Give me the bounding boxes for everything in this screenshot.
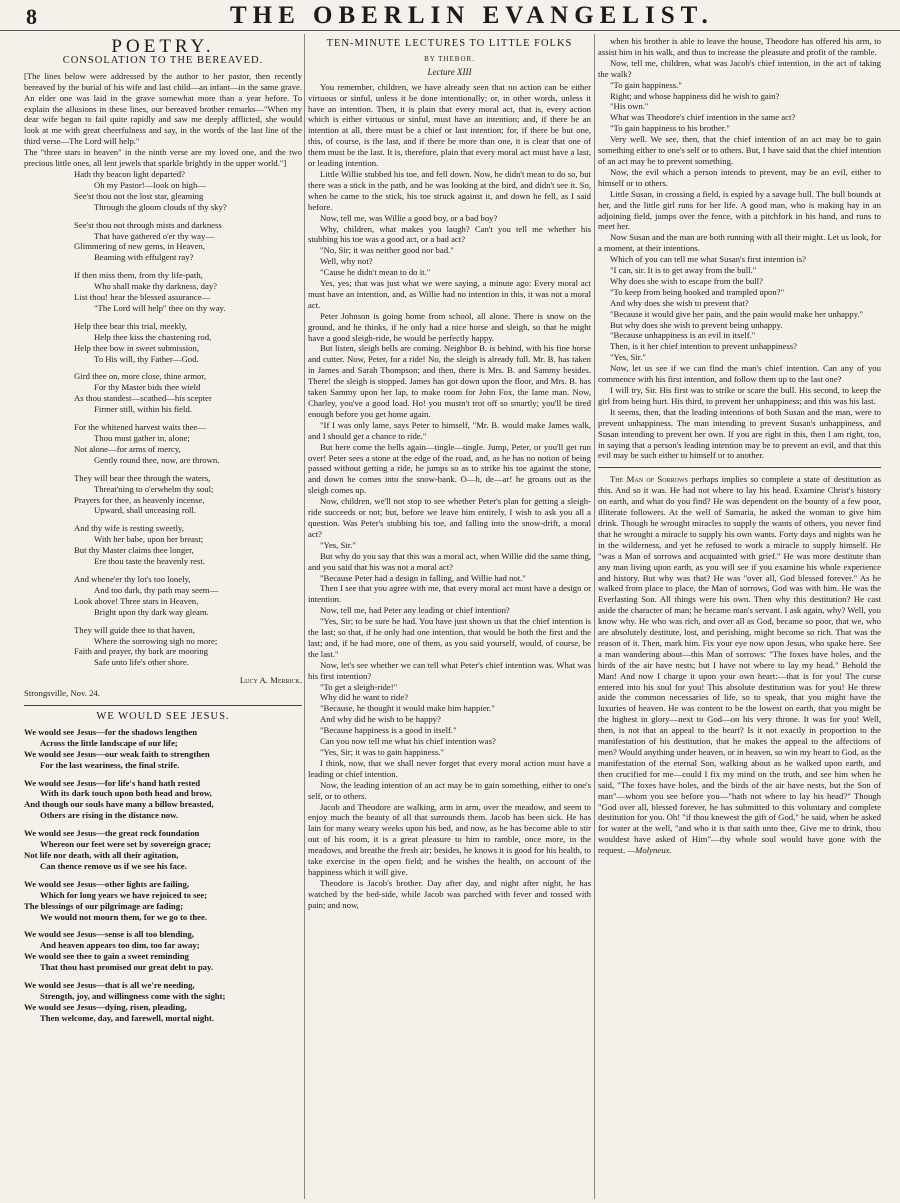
poem-stanza: [24, 727, 302, 771]
poem-line: For the last weariness, the final strife.: [40, 759, 180, 770]
poem-place-date: Strongsville, Nov. 24.: [24, 688, 100, 699]
poem-line: We would see Jesus—that is all we're needing,: [24, 980, 195, 991]
poem-body: [24, 727, 302, 1024]
poem-line: Safe unto life's other shore.: [94, 657, 189, 668]
article-paragraph: Why, children, what makes you laugh? Can't you tell me whether his stubbing his toe was a good act, or a bad act?: [308, 223, 591, 245]
article-paragraph: Now, tell me, children, what was Jacob's chief intention, in the act of taking the walk?: [598, 57, 881, 79]
article-paragraph: Then I see that you agree with me, that every moral act must have a design or intention.: [308, 583, 591, 605]
article-paragraph: "Cause he didn't mean to do it.": [320, 267, 431, 278]
article-paragraph: And why did he wish to be happy?: [320, 714, 441, 725]
poem-line: Who shall make thy darkness, day?: [94, 281, 218, 292]
poem-line: Strength, joy, and willingness come with the sight;: [40, 990, 226, 1001]
article-paragraph: Peter Johnson is going home from school, all alone. There is snow on the ground, and he thinks, if he only had a nice horse and sleigh, so that he might have a good sleigh-ride, he would be perfectly happy.: [308, 310, 591, 343]
poem-stanza: [24, 220, 302, 264]
article-paragraph: "Because happiness is a good in itself.": [320, 725, 457, 736]
poem-line: That have gathered o'er thy way—: [94, 230, 215, 241]
article-paragraph: Which of you can tell me what Susan's first intention is?: [610, 254, 807, 265]
poem-intro: [24, 71, 302, 169]
poem-line: Oh my Pastor!—look on high—: [94, 179, 206, 190]
article-paragraph: Yes, yes; that was just what we were saying, a minute ago: Every moral act must have an intention, and, as Willie had no intention in this, it was not a moral act.: [308, 278, 591, 310]
article-paragraph: "To gain happiness.": [610, 79, 682, 90]
article-title: TEN-MINUTE LECTURES TO LITTLE FOLKS: [326, 38, 573, 49]
poem-title: WE WOULD SEE JESUS.: [96, 711, 230, 723]
article-paragraph: "Yes, Sir.": [320, 539, 356, 550]
article-paragraph: Now, the leading intention of an act may be to gain something, either to one's self, or to others.: [308, 779, 591, 801]
poem-line: We would see Jesus—other lights are failing,: [24, 878, 189, 889]
poem-line: Help thee bow in sweet submission,: [74, 342, 199, 353]
poem-stanza: [24, 371, 302, 415]
divider: [598, 467, 881, 468]
article-paragraph: Then, is it her chief intention to prevent unhappiness?: [610, 341, 797, 352]
poem-line: We would see Jesus—for the shadows lengthen: [24, 726, 198, 737]
article-paragraph: "To keep from being hooked and trampled upon?": [610, 286, 785, 297]
poem-line: Firmer still, within his field.: [94, 404, 192, 415]
article-paragraph: Now, the evil which a person intends to prevent, may be an evil, either to himself or to others.: [598, 166, 881, 188]
poem-line: They will guide thee to that haven,: [74, 624, 195, 635]
column-rule: [304, 34, 305, 1199]
poem-line: They will bear thee through the waters,: [74, 472, 211, 483]
article-paragraph: "Because, he thought it would make him happier.": [320, 703, 495, 714]
article-body: [598, 36, 881, 461]
poem-signature: Lucy A. Merrick.: [239, 675, 302, 686]
poem-line: Not alone—for arms of mercy,: [74, 443, 181, 454]
poem-line: Through the gloom clouds of thy sky?: [94, 201, 227, 212]
poem-line: Whereon our feet were set by sovereign grace;: [40, 839, 211, 850]
masthead: [0, 0, 900, 31]
poem-line: See'st thou not through mists and darkness: [74, 219, 222, 230]
poem-line: Bright upon thy dark way gleam.: [94, 606, 209, 617]
poem-line: Glimmering of new gems, in Heaven,: [74, 241, 206, 252]
poem-line: Across the little landscape of our life;: [40, 737, 178, 748]
poem-line: Ere thou taste the heavenly rest.: [94, 556, 205, 567]
poem-line: Help thee kiss the chastening rod,: [94, 331, 212, 342]
article-paragraph: Why did he want to ride?: [320, 692, 409, 703]
poem-line: Threat'ning to o'erwhelm thy soul;: [94, 483, 214, 494]
article-paragraph: Now, tell me, had Peter any leading or chief intention?: [320, 605, 510, 616]
poem-line: We would see Jesus—the great rock foundation: [24, 828, 200, 839]
poem-stanza: [24, 828, 302, 872]
article-paragraph: "Yes, Sir; to be sure he had. You have just shown us that the chief intention is the last; so that, if he only had one intention, that would be both the first and the last; and, if he had more, one of them, as you said yourself, would, of course, be the last.": [308, 616, 591, 659]
article-paragraph: What was Theodore's chief intention in the same act?: [610, 112, 796, 123]
poem-stanza: [24, 169, 302, 213]
poem-line: Thou must gather in, alone;: [94, 433, 190, 443]
poem-line: Look above! Three stars in Heaven,: [74, 595, 199, 606]
article-paragraph: Can you now tell me what his chief intention was?: [320, 736, 496, 747]
article-paragraph: "To get a sleigh-ride!": [320, 681, 398, 692]
article-paragraph: Now Susan and the man are both running with all their might. Let us look, for a moment, at their intentions.: [598, 232, 881, 254]
poem-line: We would not mourn them, for we go to thee.: [40, 911, 208, 922]
poem-line: Then welcome, day, and farewell, mortal night.: [40, 1012, 215, 1023]
article-paragraph: "I can, sir. It is to get away from the bull.": [610, 265, 757, 276]
article-paragraph: Theodore is Jacob's brother. Day after day, and night after night, he has watched by the bed-side, while Jacob was parched with fever and tossed with pain; and now,: [308, 877, 591, 910]
poem-line: Help thee bear this trial, meekly,: [74, 320, 188, 331]
poem-line: See'st thou not the lost star, gleaming: [74, 190, 204, 201]
poem-stanza: [24, 422, 302, 466]
article-paragraph: But listen, sleigh bells are coming. Neighbor B. is behind, with his fine horse and cutter. Now, Peter, for a ride! No, the sleigh is already full. Mr. B. has taken in James and Sarah Thompson; and then, there is Mrs. B. and Sammy besides. There! the sleigh is stopped. James has got down upon the floor, and Mrs. B. has taken Sammy upon her lap, to make room for John Fox, the lame man. Now, Charley, you've a good load. Ho! you mustn't trot off so smartly; you'll be tired enough before you get home again.: [308, 343, 591, 419]
poem-line: "The Lord will help" thee on thy way.: [94, 302, 226, 313]
article-paragraph: "Yes, Sir; it was to gain happiness.": [320, 747, 444, 757]
article-byline: BY THEBOR.: [424, 54, 475, 63]
article-paragraph: But here come the bells again—tingle—tingle. Jump, Peter, or you'll get run over! Peter sees a stone at the edge of the road, and, as he has no notion of being passed without getting a ride, he jumps so as to strike his toe against the stone, and down he comes into the snow-bank. O—h, de—ar! he groans out as the sleigh comes up.: [308, 441, 591, 496]
poem-line: That thou hast promised our great debt to pay.: [40, 962, 214, 973]
poem-title: CONSOLATION TO THE BEREAVED.: [62, 54, 264, 66]
poem-stanza: [24, 321, 302, 365]
article-paragraph: Why does she wish to escape from the bull?: [610, 275, 763, 286]
poem-stanza: [24, 473, 302, 517]
column-poetry: [24, 36, 302, 1197]
page-number: 8: [26, 4, 37, 29]
poem-line: With her babe, upon her breast;: [94, 534, 204, 545]
poem-line: The blessings of our pilgrimage are fading;: [24, 900, 183, 911]
article-paragraph: "Because it would give her pain, and the pain would make her unhappy.": [610, 308, 864, 319]
poem-stanza: [24, 929, 302, 973]
article-paragraph: I think, now, that we shall never forget that every moral action must have a leading or chief intention.: [308, 757, 591, 779]
article-paragraph: "No, Sir; it was neither good nor bad.": [320, 245, 454, 256]
poem-line: Which for long years we have rejoiced to see;: [40, 889, 208, 900]
article-paragraph: It seems, then, that the leading intentions of both Susan and the man, were to prevent unhappiness. The man intending to prevent Susan's unhappiness, and Susan intending to prevent her own. If you are right in this, then I am right, too, in saying that a person's leading intention may be to prevent an evil, and that this evil may be such either to himself or to another.: [598, 406, 881, 461]
poem-line: But thy Master claims thee longer,: [74, 545, 194, 556]
article-paragraph: Now, let's see whether we can tell what Peter's chief intention was. What was his first intention?: [308, 659, 591, 681]
article-paragraph: Very well. We see, then, that the chief intention of an act may be to gain something either to one's self or to others. But, I have said that the chief intention of an act may be to prevent something.: [598, 134, 881, 166]
lecture-number: Lecture XIII: [427, 66, 472, 77]
poem-line: Prayers for thee, as heavenly incense,: [74, 494, 205, 505]
article-paragraph: And why does she wish to prevent that?: [610, 297, 749, 308]
poem-line: Can thence remove us if we see his face.: [40, 860, 187, 871]
article-paragraph: "Because Peter had a design in falling, and Willie had not.": [320, 572, 526, 583]
poem-intro-paragraph: [The lines below were addressed by the author to her pastor, then recently bereaved by the burial of his wife and last child—an infant—in the same grave. An elder one was laid in the grave somewhat more than a year before. To explain the allusions in these lines, our bereaved brother remarks—"When my dear wife began to fail quite rapidly and saw me deeply afflicted, she would look at me with great cheerfulness and say, in the words of the last line of the third verse—The Lord will help.": [24, 70, 302, 147]
poem-line: Not life nor death, with all their agitation,: [24, 850, 179, 860]
article-paragraph: But why do you say that this was a moral act, when Willie did the same thing, and you said that his was not a moral act?: [308, 550, 591, 572]
article-paragraph: Little Willie stubbed his toe, and fell down. Now, he didn't mean to do so, but there was a stick in the path, and he was looking at the bird, and didn't see it. So, when he came to the stick, his toe struck against it, and down he fell, as I said before.: [308, 168, 591, 212]
poem-line: And whene'er thy lot's too lonely,: [74, 573, 191, 584]
poem-line: Others are rising in the distance now.: [40, 810, 179, 821]
article-signature: —Molyneux.: [627, 845, 672, 856]
poem-line: Gird thee on, more close, thine armor,: [74, 371, 207, 382]
article-paragraph: Little Susan, in crossing a field, is espied by a savage bull. The bull bounds at her, and the little girl runs for her life. A good man, who is making hay in an adjoining field, jumps over the fence, with a pitchfork in his hand, and runs to meet her.: [598, 188, 881, 232]
article-text: perhaps implies so complete a state of destitution as this. And so it was. He had not where to lay his head. Examine Christ's history on earth, and what do you find? He was dependent on the bounty of a few poor, illiterate followers. At the well of Samaria, he asked the woman to give him drink. Though he wrought miracles to supply the wants of others, you never find that he wrought a miracle to supply his own wants. Forty days and nights was he in the wilderness, and yet he refused to work a miracle to supply himself. He "was a Man of sorrows and acquainted with grief." He was more destitute than any man living upon earth, as you will see if you examine his whole experience and history. But why was that? He was "over all, God blessed forever." As he walked from place to place, the Man of sorrows, God was with him. He was the Everlasting Son. All things were his own. Then why this destitution? He cast aside the character of man; he became man's servant. I ask again, why? Well, you know why. He who was rich, and over all as God, became so poor, that we, who are absolutely destitute, lost, and perishing, might become so rich. That was the reason of it. Then, mark him. Fix your eye now upon Jesus, who spake here. See a man wandering about—this Man of sorrows: "The foxes have holes, and the birds of the air have nests; but I have not where to lay my head." Behold the Man! And now I charge it upon your own heart:—that is for you! The curse entered into his soul for you! This absolute destitution was for you! He threw aside the common necessaries of life, so to speak, that you might have the luxuries of heaven. He was content to be the lowest on earth, that you might be the highest in glory—next to God—on his very throne. It was for you! Well, then, is not that an appeal to the heart? Is it not exactly in proportion to the manifestation of his destitution, that he makes the appeal to the affections of men? Would anything under heaven, or in heaven, so win my heart to God, as the manifestation of the eternal Son, walking about as he walked upon earth, and then crucified for me—could I fix my mind on the truth, and see him when he said, "The foxes have holes, and the birds of the air have nests, but the Son of man"—whom you see before you—"hath not where to lay his head?" Though "God over all, blessed forever, he has submitted to this voluntary and complete destitution for you. Oh! "if thou knewest the gift of God," he said, when he asked for water at the well, "and who it is that saith unto thee, Give me to drink, thou wouldest have asked of Him"—thy whole soul would have gone with the request.: [598, 474, 881, 856]
poem-line: We would see Jesus—our weak faith to strengthen: [24, 748, 210, 759]
poem-body: [24, 169, 302, 668]
article-paragraph: I will try, Sir. His first was to strike or scare the bull. His second, to keep the girl from being hurt. His third, to prevent her unhappiness; and this was his last.: [598, 385, 881, 406]
article-paragraph: "If I was only lame, says Peter to himself, "Mr. B. would make James walk, and I should get a chance to ride.": [308, 419, 591, 441]
poem-line: We would see Jesus—for life's hand hath rested: [24, 777, 201, 788]
poem-stanza: [24, 879, 302, 923]
column-continued: [598, 36, 881, 1197]
poem-line: We would see Jesus—sense is all too blending,: [24, 929, 194, 940]
paper-title: THE OBERLIN EVANGELIST.: [230, 2, 714, 29]
poem-line: Hath thy beacon light departed?: [74, 168, 185, 179]
poem-line: For thy Master bids thee wield: [94, 382, 201, 393]
article-paragraph: Now, children, we'll not stop to see whether Peter's plan for getting a sleigh-ride succeeds or not; but, before we leave him entirely, I wish to ask you all a question. Was Peter's stubbing his toe, and falling into the snow-drift, a moral act?: [308, 496, 591, 539]
poem-line: If then miss them, from thy life-path,: [74, 270, 203, 281]
poem-stanza: [24, 778, 302, 822]
column-lectures: [308, 36, 591, 1197]
poem-line: With its dark touch upon both head and brow,: [40, 788, 212, 799]
article-paragraph: You remember, children, we have already seen that no action can be either virtuous or sinful, unless it be done intentionally; or, in other words, unless it have an intention. Then, it is plain that every moral act, that is, every action which is either virtuous or sinful, must have an intention; and, if there be an intention at all, there must be a chief or last intention; for, if there be but one, this, of course, is the last, and if there be more than one, it is clear that one of them must be the last. It is, therefore, plain that every moral act must have a last, or leading intention.: [308, 81, 591, 169]
poem-stanza: [24, 523, 302, 567]
article-paragraph: Well, why not?: [320, 256, 373, 267]
poem-stanza: [24, 980, 302, 1024]
poem-line: We would see Jesus—dying, risen, pleading,: [24, 1001, 187, 1012]
article-paragraph: Right; and whose happiness did he wish to gain?: [610, 90, 780, 101]
poem-line: Beaming with effulgent ray?: [94, 252, 194, 263]
article-paragraph: "Because unhappiness is an evil in itself.": [610, 330, 756, 341]
divider: [24, 705, 302, 706]
article-body: [308, 82, 591, 911]
poem-line: And though our souls have many a billow breasted,: [24, 799, 214, 810]
article-paragraph: "To gain happiness to his brother.": [610, 123, 730, 134]
poem-line: And too dark, thy path may seem—: [94, 584, 219, 595]
article-paragraph: Now, tell me, was Willie a good boy, or a bad boy?: [320, 212, 498, 223]
article-paragraph: "Yes, Sir.": [610, 352, 646, 363]
poem-line: Upward, shall unceasing roll.: [94, 505, 197, 516]
section-title: POETRY.: [111, 36, 215, 57]
poem-line: And thy wife is resting sweetly,: [74, 523, 184, 534]
poem-line: As thou standest—scathed—his scepter: [74, 393, 212, 404]
poem-line: Gently round thee, now, are thrown.: [94, 454, 220, 465]
article-paragraph: [598, 474, 881, 856]
poem-line: List thou! hear the blessed assurance—: [74, 292, 211, 303]
poem-line: To His will, thy Father—God.: [94, 353, 199, 364]
poem-line: For the whitened harvest waits thee—: [74, 422, 206, 433]
article-paragraph: But why does she wish to prevent being unhappy.: [610, 319, 783, 330]
poem-stanza: [24, 574, 302, 618]
poem-line: And heaven appears too dim, too far away;: [40, 940, 200, 951]
poem-line: Faith and prayer, thy bark are mooring: [74, 646, 209, 657]
article-paragraph: when his brother is able to leave the house, Theodore has offered his arm, to assist him in his walk, and thus to increase the pleasure and profit of the ramble.: [598, 36, 881, 57]
column-rule: [594, 34, 595, 1199]
article-paragraph: "His own.": [610, 101, 649, 112]
article-lead: The Man of Sorrows: [610, 474, 688, 485]
article-paragraph: Jacob and Theodore are walking, arm in arm, over the meadow, and seem to enjoy much the beauty of all that surrounds them. Jacob has been sick. He has lain for many weary weeks upon his bed, and now, as he has become able to stir out of his room, it is a great pleasure to him to ramble, once more, in the meadows, and breathe the fresh air; besides, he knows it is good for his health, to take exercise in the open field; and he wishes the health, on account of the happiness which it will give.: [308, 801, 591, 877]
poem-line: Where the sorrowing sigh no more;: [94, 635, 218, 646]
poem-intro-paragraph: The "three stars in heaven" in the ninth verse are my loved one, and the two precious little ones, all lent jewels that sparkle brightly in the upper world."]: [24, 147, 302, 169]
article-paragraph: Now, let us see if we can find the man's chief intention. Can any of you commence with his first intention, and follow them up to the last one?: [598, 363, 881, 385]
poem-stanza: [24, 270, 302, 314]
poem-stanza: [24, 625, 302, 669]
poem-line: We would see thee to gain a sweet reminding: [24, 951, 189, 962]
